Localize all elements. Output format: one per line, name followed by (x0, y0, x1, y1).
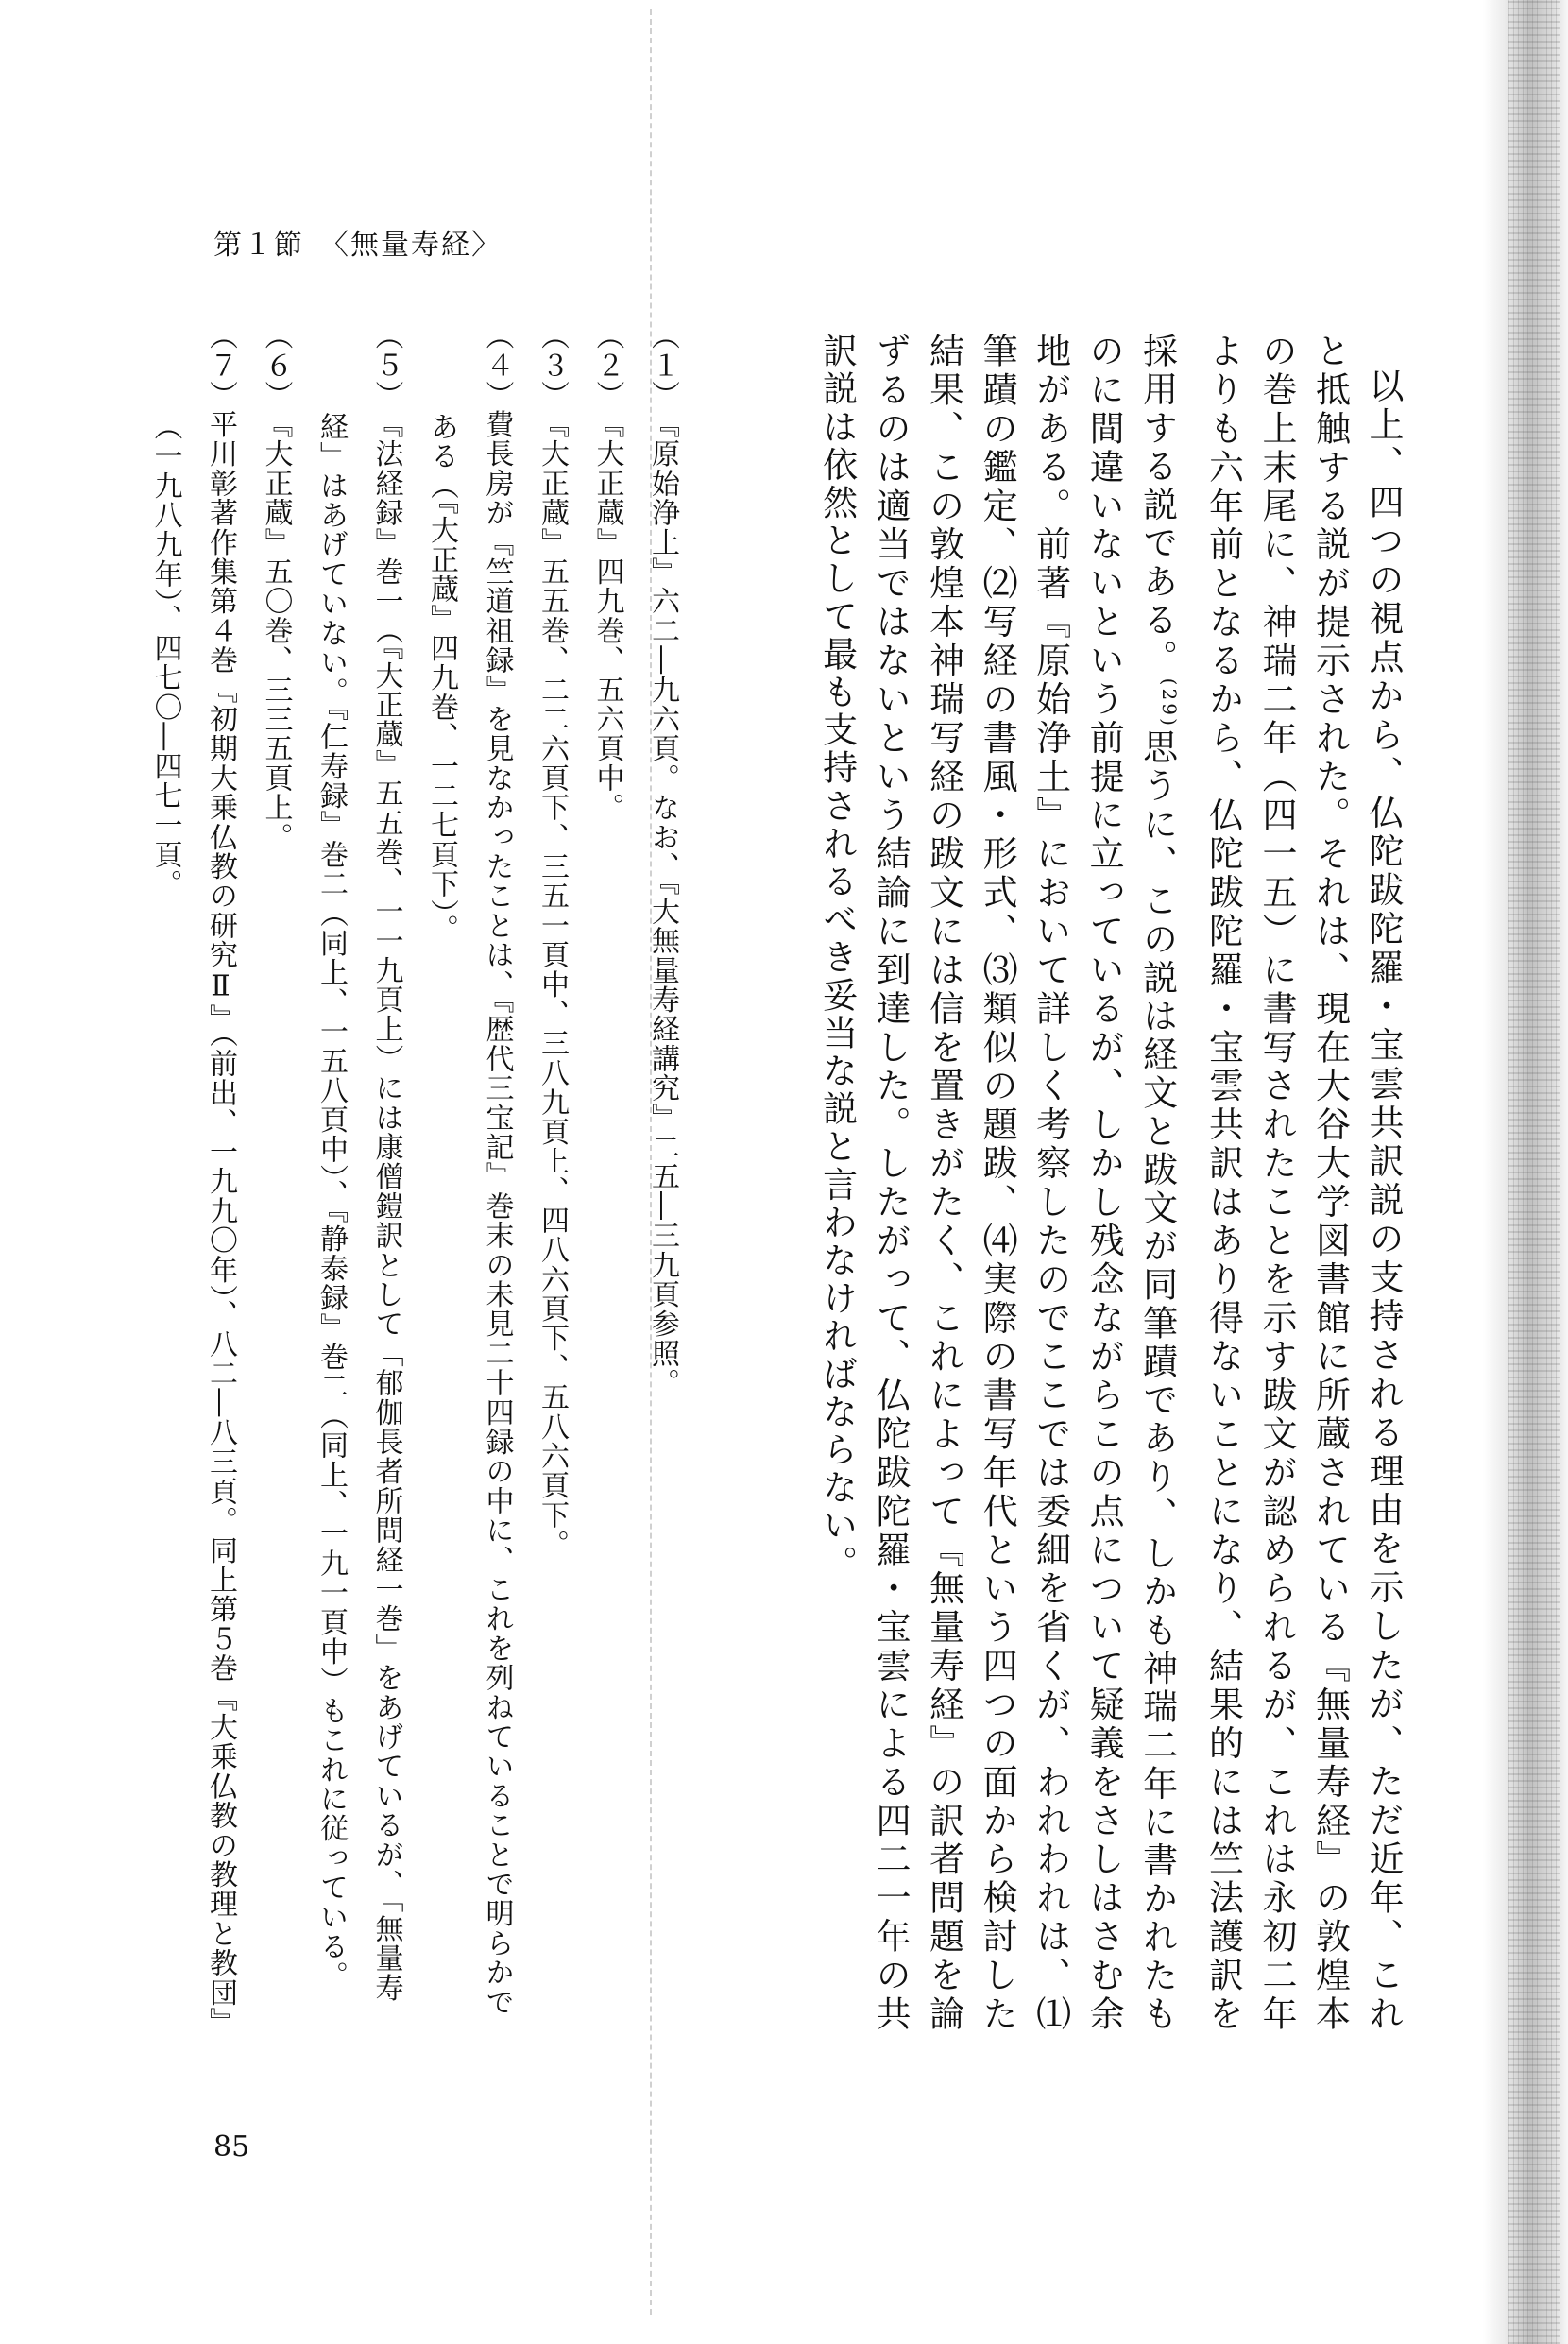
endnotes (148, 321, 690, 2029)
note-2 (579, 321, 635, 2029)
note-number: （６） (259, 321, 293, 410)
note-4 (414, 321, 524, 2029)
footnote-marker-29: (29) (1158, 677, 1181, 729)
note-5 (303, 321, 414, 2029)
note-text: 『法経録』巻一（『大正蔵』五五巻、一一九頁上）には康僧鎧訳として「郁伽長者所問経一巻」をあげているが、「無量寿経」はあげていない。『仁寿録』巻二（同上、一五八頁中）、『静泰録』巻二（同上、一九一頁中）もこれに従っている。 (315, 409, 403, 2003)
note-number: （４） (480, 321, 514, 410)
note-text: 『大正蔵』四九巻、五六頁中。 (590, 409, 624, 823)
note-3 (524, 321, 580, 2029)
note-7 (137, 321, 247, 2029)
running-head: 第１節 〈無量寿経〉 (213, 229, 502, 262)
body-paragraph-part2: 思うに、この説は経文と跋文が同筆蹟であり、しかも神瑞二年に書かれたものに間違いないという前提に立っているが、しかし残念ながらこの点について疑義をさしはさむ余地がある。前著『原始浄土』において詳しく考察したのでここでは委細を省くが、われわれは、⑴筆蹟の鑑定、⑵写経の書風・形式、⑶類似の題跋、⑷実際の書写年代という四つの面から検討した結果、この敦煌本神瑞写経の跋文には信を置きがたく、これによって『無量寿経』の訳者問題を論ずるのは適当ではないという結論に到達した。したがって、仏陀跋陀羅・宝雲による四二一年の共訳説は依然として最も支持されるべき妥当な説と言わなければならない。 (816, 333, 1178, 2033)
note-6 (247, 321, 303, 2029)
page-number: 85 (213, 2130, 250, 2164)
body-paragraph (810, 333, 1409, 2033)
note-text: 平川彰著作集第４巻『初期大乗仏教の研究Ⅱ』（前出、一九九〇年）、八二―八三頁。同上第５巻『大乗仏教の教理と教団』（一九八九年）、四七〇―四七一頁。 (148, 409, 237, 2023)
note-number: （５） (369, 321, 403, 410)
note-text: 『原始浄土』六二―九六頁。なお、『大無量寿経講究』二五―三九頁参照。 (646, 409, 679, 1398)
scan-edge-texture (1508, 0, 1560, 2344)
main-body-text (729, 333, 1409, 2033)
note-text: 費長房が『竺道祖録』を見なかったことは、『歴代三宝記』巻末の未見二十四録の中に、これを列ねていることで明らかである（『大正蔵』四九巻、一二七頁下）。 (425, 409, 514, 2017)
body-paragraph-part1: 以上、四つの視点から、仏陀跋陀羅・宝雲共訳説の支持される理由を示したが、ただ近年、これと抵触する説が提示された。それは、現在大谷大学図書館に所蔵されている『無量寿経』の敦煌本の巻上末尾に、神瑞二年（四一五）に書写されたことを示す跋文が認められるが、これは永初二年よりも六年前となるから、仏陀跋陀羅・宝雲共訳はあり得ないことになり、結果的には竺法護訳を採用する説である。 (1136, 333, 1404, 2033)
note-1 (635, 321, 690, 2029)
note-number: （１） (646, 321, 679, 410)
note-text: 『大正蔵』五〇巻、三三五頁上。 (259, 409, 293, 852)
note-text: 『大正蔵』五五巻、二二六頁下、三五一頁中、三八九頁上、四八六頁下、五八六頁下。 (536, 409, 569, 1560)
note-number: （７） (204, 321, 237, 410)
note-number: （２） (590, 321, 624, 410)
note-number: （３） (536, 321, 569, 410)
